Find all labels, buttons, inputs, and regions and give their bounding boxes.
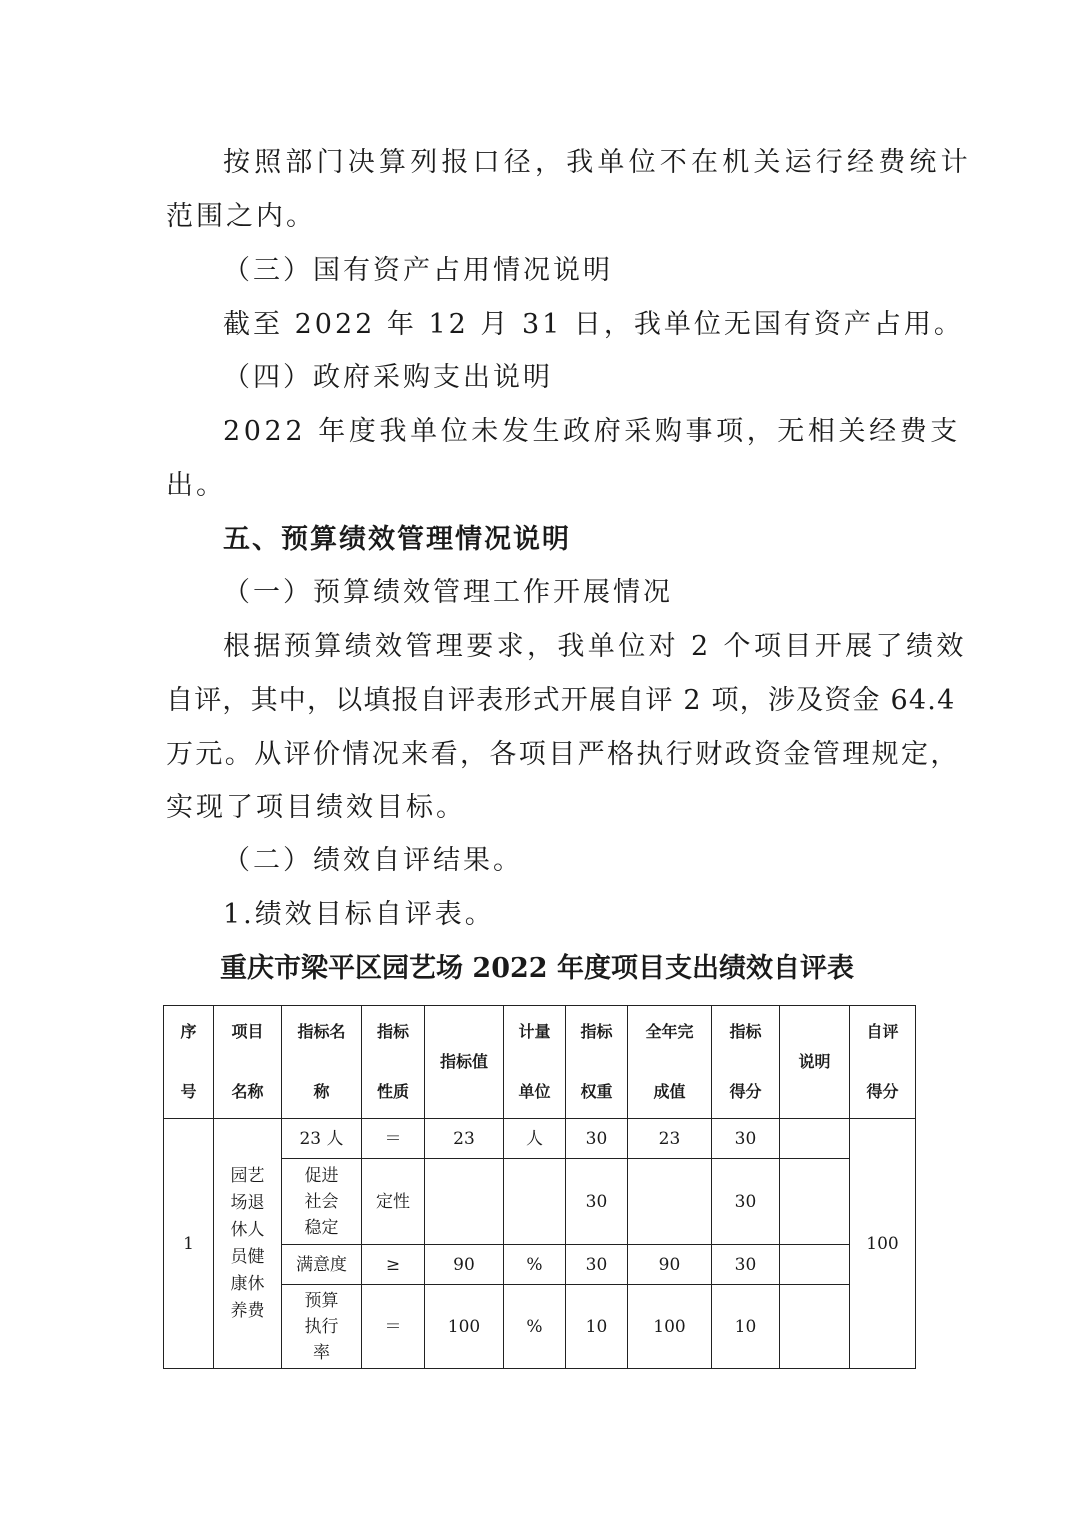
header-weight: 指标 权重 bbox=[566, 1006, 628, 1119]
header-unit: 计量 单位 bbox=[504, 1006, 566, 1119]
cell-indicator-name: 预算执行率 bbox=[282, 1285, 362, 1369]
cell-actual: 100 bbox=[628, 1285, 712, 1369]
header-actual: 全年完 成值 bbox=[628, 1006, 712, 1119]
paragraph-line: 截至 2022 年 12 月 31 日，我单位无国有资产占用。 bbox=[223, 309, 964, 340]
header-score: 指标 得分 bbox=[712, 1006, 780, 1119]
cell-weight: 30 bbox=[566, 1119, 628, 1159]
cell-actual: 90 bbox=[628, 1245, 712, 1285]
text: 按照部门决算列报口径，我单位不在机关运行经费统计 bbox=[223, 147, 972, 178]
cell-weight: 30 bbox=[566, 1159, 628, 1245]
list-item-1: 1.绩效目标自评表。 bbox=[223, 899, 495, 930]
cell-indicator-nature: 定性 bbox=[362, 1159, 425, 1245]
cell-score: 30 bbox=[712, 1159, 780, 1245]
cell-note bbox=[780, 1285, 850, 1369]
cell-seq: 1 bbox=[164, 1119, 214, 1369]
cell-unit: % bbox=[504, 1245, 566, 1285]
cell-note bbox=[780, 1245, 850, 1285]
cell-indicator-value bbox=[425, 1159, 504, 1245]
cell-actual: 23 bbox=[628, 1119, 712, 1159]
header-indicator-value: 指标值 bbox=[425, 1006, 504, 1119]
paragraph-line: 实现了项目绩效目标。 bbox=[166, 792, 466, 823]
cell-indicator-nature: ≥ bbox=[362, 1245, 425, 1285]
header-seq: 序 号 bbox=[164, 1006, 214, 1119]
cell-weight: 10 bbox=[566, 1285, 628, 1369]
subheading-3: （三）国有资产占用情况说明 bbox=[223, 255, 613, 286]
header-project: 项目 名称 bbox=[214, 1006, 282, 1119]
cell-indicator-nature: ＝ bbox=[362, 1119, 425, 1159]
table-header-row bbox=[164, 1006, 916, 1119]
paragraph-line: 根据预算绩效管理要求，我单位对 2 个项目开展了绩效 bbox=[223, 631, 967, 662]
header-note: 说明 bbox=[780, 1006, 850, 1119]
cell-unit: 人 bbox=[504, 1119, 566, 1159]
subheading-5-1: （一）预算绩效管理工作开展情况 bbox=[223, 577, 673, 608]
paragraph-line: 万元。从评价情况来看，各项目严格执行财政资金管理规定， bbox=[166, 739, 960, 770]
header-indicator-nature: 指标 性质 bbox=[362, 1006, 425, 1119]
subheading-5-2: （二）绩效自评结果。 bbox=[223, 845, 523, 876]
cell-indicator-name: 23 人 bbox=[282, 1119, 362, 1159]
cell-self-score: 100 bbox=[850, 1119, 916, 1369]
paragraph-line: 自评，其中，以填报自评表形式开展自评 2 项，涉及资金 64.4 bbox=[166, 685, 956, 716]
header-indicator-name: 指标名 称 bbox=[282, 1006, 362, 1119]
cell-indicator-value: 90 bbox=[425, 1245, 504, 1285]
cell-weight: 30 bbox=[566, 1245, 628, 1285]
cell-score: 30 bbox=[712, 1119, 780, 1159]
cell-score: 30 bbox=[712, 1245, 780, 1285]
section-heading: 五、预算绩效管理情况说明 bbox=[223, 524, 571, 555]
performance-table bbox=[163, 1005, 916, 1369]
cell-note bbox=[780, 1119, 850, 1159]
cell-indicator-name: 促进社会稳定 bbox=[282, 1159, 362, 1245]
cell-indicator-value: 23 bbox=[425, 1119, 504, 1159]
cell-score: 10 bbox=[712, 1285, 780, 1369]
table-row bbox=[164, 1119, 916, 1159]
paragraph-line: 出。 bbox=[166, 470, 226, 501]
cell-unit bbox=[504, 1159, 566, 1245]
paragraph-line: 范围之内。 bbox=[166, 201, 316, 232]
cell-project-name: 园艺场退休人员健康休养费 bbox=[214, 1119, 282, 1369]
subheading-4: （四）政府采购支出说明 bbox=[223, 362, 553, 393]
table-title: 重庆市梁平区园艺场 2022 年度项目支出绩效自评表 bbox=[220, 953, 854, 984]
cell-actual bbox=[628, 1159, 712, 1245]
cell-indicator-name: 满意度 bbox=[282, 1245, 362, 1285]
header-self-score: 自评 得分 bbox=[850, 1006, 916, 1119]
paragraph-line bbox=[223, 145, 972, 181]
cell-unit: % bbox=[504, 1285, 566, 1369]
cell-indicator-value: 100 bbox=[425, 1285, 504, 1369]
cell-note bbox=[780, 1159, 850, 1245]
paragraph-line: 2022 年度我单位未发生政府采购事项，无相关经费支 bbox=[223, 416, 961, 447]
cell-indicator-nature: ＝ bbox=[362, 1285, 425, 1369]
